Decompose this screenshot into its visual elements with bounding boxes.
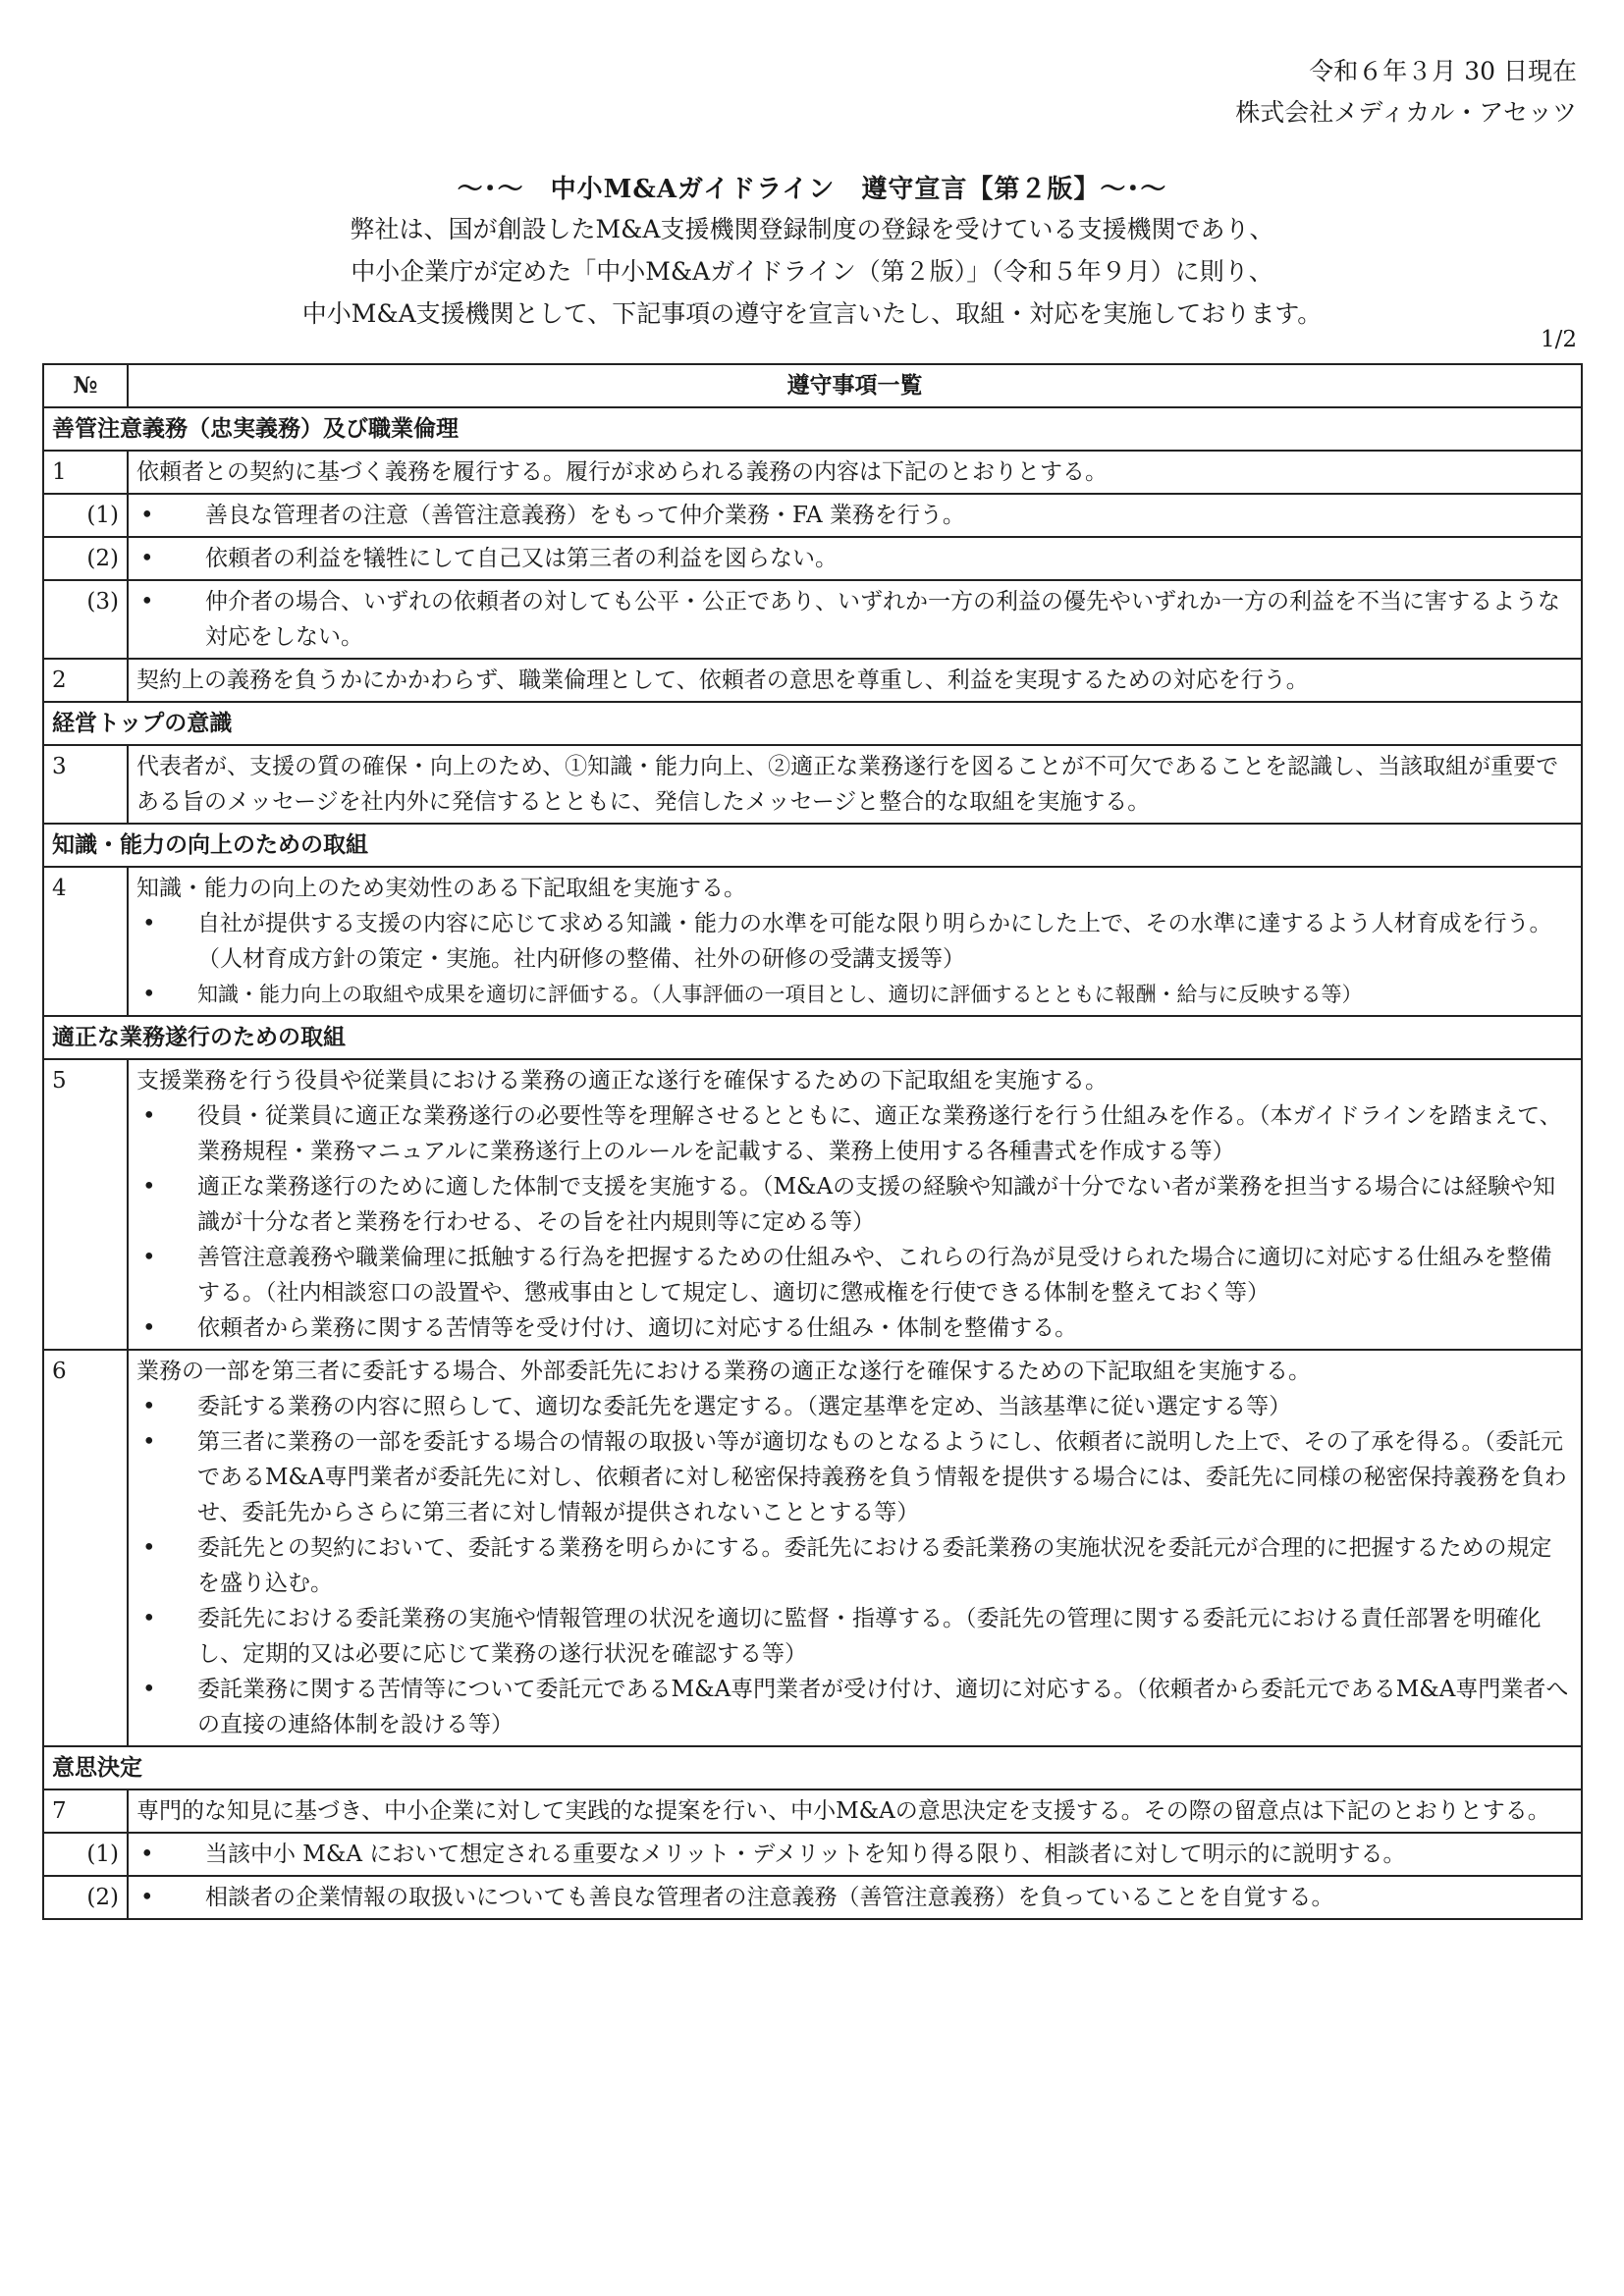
bullet-icon: • (142, 1103, 156, 1129)
row-no: 1 (43, 451, 128, 494)
row-content (128, 1059, 1582, 1350)
bullet-icon: • (142, 1315, 156, 1341)
row-no: 2 (43, 659, 128, 702)
bullet-text: 委託先との契約において、委託する業務を明らかにする。委託先における委託業務の実施状況を委託元が合理的に把握するための規定を盛り込む。 (197, 1535, 1552, 1596)
bullet-text: 知識・能力向上の取組や成果を適切に評価する。（人事評価の一項目とし、適切に評価するとともに報酬・給与に反映する等） (197, 983, 1363, 1006)
bullet-item (136, 584, 1573, 655)
bullet-icon: • (142, 1394, 156, 1419)
bullet-icon: • (142, 1606, 156, 1631)
bullet-icon: • (142, 1535, 156, 1561)
row-text: 支援業務を行う役員や従業員における業務の適正な遂行を確保するための下記取組を実施する。 (136, 1068, 1108, 1094)
bullet-icon: • (140, 589, 154, 614)
table-row (43, 745, 1582, 824)
section-skill-improvement: 知識・能力の向上のための取組 (43, 824, 1582, 867)
bullet-icon: • (142, 982, 156, 1007)
intro-paragraph (0, 208, 1624, 335)
bullet-item (136, 1837, 1573, 1872)
bullet-item (136, 906, 1573, 977)
bullet-item (136, 1310, 1573, 1346)
bullet-item (136, 1240, 1573, 1310)
bullet-text: 委託業務に関する苦情等について委託元であるM&A専門業者が受け付け、適切に対応する。（依頼者から委託元であるM&A専門業者への直接の連絡体制を設ける等） (197, 1677, 1569, 1737)
table-row (43, 537, 1582, 580)
row-text: 依頼者との契約に基づく義務を履行する。履行が求められる義務の内容は下記のとおりとする。 (128, 451, 1582, 494)
row-text: 相談者の企業情報の取扱いについても善良な管理者の注意義務（善管注意義務）を負っていることを自覚する。 (205, 1885, 1334, 1910)
bullet-icon: • (142, 1245, 156, 1270)
bullet-text: 依頼者から業務に関する苦情等を受け付け、適切に対応する仕組み・体制を整備する。 (197, 1315, 1078, 1341)
header-info (1235, 51, 1577, 133)
row-content (128, 537, 1582, 580)
row-no: 3 (43, 745, 128, 824)
table-row (43, 1059, 1582, 1350)
company-name: 株式会社メディカル・アセッツ (1235, 98, 1577, 127)
bullet-item (136, 498, 1573, 533)
section-proper-operations: 適正な業務遂行のための取組 (43, 1016, 1582, 1059)
section-row (43, 1016, 1582, 1059)
row-no: (2) (43, 1876, 128, 1919)
bullet-icon: • (142, 1174, 156, 1200)
bullet-text: 委託先における委託業務の実施や情報管理の状況を適切に監督・指導する。（委託先の管理に関する委託元における責任部署を明確化し、定期的又は必要に応じて業務の遂行状況を確認する等） (197, 1606, 1542, 1667)
intro-line-2: 中小企業庁が定めた「中小M&Aガイドライン（第２版）」（令和５年９月）に則り、 (351, 257, 1273, 286)
bullet-icon: • (142, 1677, 156, 1702)
page-number: 1/2 (1540, 327, 1577, 352)
bullet-item (136, 541, 1573, 576)
row-content (128, 1876, 1582, 1919)
bullet-item (136, 1601, 1573, 1672)
row-no: (1) (43, 494, 128, 537)
bullet-item (136, 1098, 1573, 1169)
table-row (43, 1833, 1582, 1876)
section-duty-of-care: 善管注意義務（忠実義務）及び職業倫理 (43, 407, 1582, 451)
bullet-item (136, 1530, 1573, 1601)
section-top-management: 経営トップの意識 (43, 702, 1582, 745)
table-row (43, 1876, 1582, 1919)
table-row (43, 580, 1582, 659)
row-content (128, 580, 1582, 659)
bullet-icon: • (140, 546, 154, 571)
intro-line-1: 弊社は、国が創設したM&A支援機関登録制度の登録を受けている支援機関であり、 (350, 215, 1274, 243)
table-row (43, 659, 1582, 702)
section-row (43, 407, 1582, 451)
section-row (43, 1746, 1582, 1789)
document-title: ～･～ 中小M&Aガイドライン 遵守宣言【第２版】～･～ (457, 175, 1167, 204)
row-text: 善良な管理者の注意（善管注意義務）をもって仲介業務・FA 業務を行う。 (205, 503, 965, 528)
bullet-item (136, 977, 1573, 1012)
table-row (43, 494, 1582, 537)
section-decision-making: 意思決定 (43, 1746, 1582, 1789)
bullet-text: 役員・従業員に適正な業務遂行の必要性等を理解させるとともに、適正な業務遂行を行う仕組みを作る。（本ガイドラインを踏まえて、業務規程・業務マニュアルに業務遂行上のルールを記載する、業務上使用する各種書式を作成する等） (197, 1103, 1562, 1164)
row-no: (2) (43, 537, 128, 580)
row-no: (1) (43, 1833, 128, 1876)
bullet-item (136, 1880, 1573, 1915)
bullet-text: 善管注意義務や職業倫理に抵触する行為を把握するための仕組みや、これらの行為が見受けられた場合に適切に対応する仕組みを整備する。（社内相談窓口の設置や、懲戒事由として規定し、適切に懲戒権を行使できる体制を整えておく等） (197, 1245, 1552, 1306)
table-header-row (43, 364, 1582, 407)
section-row (43, 824, 1582, 867)
row-no: 6 (43, 1350, 128, 1746)
row-text: 代表者が、支援の質の確保・向上のため、①知識・能力向上、②適正な業務遂行を図ることが不可欠であることを認識し、当該取組が重要である旨のメッセージを社内外に発信するとともに、発信したメッセージと整合的な取組を実施する。 (128, 745, 1582, 824)
header-items: 遵守事項一覧 (128, 364, 1582, 407)
row-no: 7 (43, 1789, 128, 1833)
bullet-text: 適正な業務遂行のために適した体制で支援を実施する。（M&Aの支援の経験や知識が十分でない者が業務を担当する場合には経験や知識が十分な者と業務を行わせる、その旨を社内規則等に定める等） (197, 1174, 1556, 1235)
bullet-item (136, 1424, 1573, 1530)
table-row (43, 867, 1582, 1016)
row-text: 仲介者の場合、いずれの依頼者の対しても公平・公正であり、いずれか一方の利益の優先やいずれか一方の利益を不当に害するような対応をしない。 (205, 589, 1560, 650)
row-no: 5 (43, 1059, 128, 1350)
row-text: 依頼者の利益を犠牲にして自己又は第三者の利益を図らない。 (205, 546, 838, 571)
bullet-text: 委託する業務の内容に照らして、適切な委託先を選定する。（選定基準を定め、当該基準に従い選定する等） (197, 1394, 1292, 1419)
section-row (43, 702, 1582, 745)
row-content (128, 867, 1582, 1016)
table-row (43, 451, 1582, 494)
bullet-text: 第三者に業務の一部を委託する場合の情報の取扱い等が適切なものとなるようにし、依頼者に説明した上で、その了承を得る。（委託元であるM&A専門業者が委託先に対し、依頼者に対し秘密保持義務を負う情報を提供する場合には、委託先に同様の秘密保持義務を負わせ、委託先からさらに第三者に対し情報が提供されないこととする等） (197, 1429, 1567, 1525)
row-text: 知識・能力の向上のため実効性のある下記取組を実施する。 (136, 876, 746, 901)
row-text: 契約上の義務を負うかにかかわらず、職業倫理として、依頼者の意思を尊重し、利益を実現するための対応を行う。 (128, 659, 1582, 702)
bullet-icon: • (140, 1885, 154, 1910)
table-row (43, 1789, 1582, 1833)
document-date: 令和６年３月 30 日現在 (1309, 57, 1577, 85)
row-content (128, 1350, 1582, 1746)
bullet-item (136, 1672, 1573, 1742)
bullet-icon: • (142, 911, 156, 936)
row-text: 専門的な知見に基づき、中小企業に対して実践的な提案を行い、中小M&Aの意思決定を支援する。その際の留意点は下記のとおりとする。 (128, 1789, 1582, 1833)
bullet-icon: • (140, 1842, 154, 1867)
intro-line-3: 中小M&A支援機関として、下記事項の遵守を宣言いたし、取組・対応を実施しております。 (301, 299, 1323, 328)
row-content (128, 1833, 1582, 1876)
row-content (128, 494, 1582, 537)
bullet-icon: • (142, 1429, 156, 1455)
compliance-table (42, 363, 1583, 1920)
bullet-item (136, 1169, 1573, 1240)
bullet-icon: • (140, 503, 154, 528)
row-no: 4 (43, 867, 128, 1016)
header-no: № (43, 364, 128, 407)
row-text: 当該中小 M&A において想定される重要なメリット・デメリットを知り得る限り、相談者に対して明示的に説明する。 (205, 1842, 1406, 1867)
row-text: 業務の一部を第三者に委託する場合、外部委託先における業務の適正な遂行を確保するための下記取組を実施する。 (136, 1359, 1311, 1384)
table-row (43, 1350, 1582, 1746)
bullet-item (136, 1389, 1573, 1424)
bullet-text: 自社が提供する支援の内容に応じて求める知識・能力の水準を可能な限り明らかにした上で、その水準に達するよう人材育成を行う。（人材育成方針の策定・実施。社内研修の整備、社外の研修の受講支援等） (197, 911, 1552, 972)
row-no: (3) (43, 580, 128, 659)
